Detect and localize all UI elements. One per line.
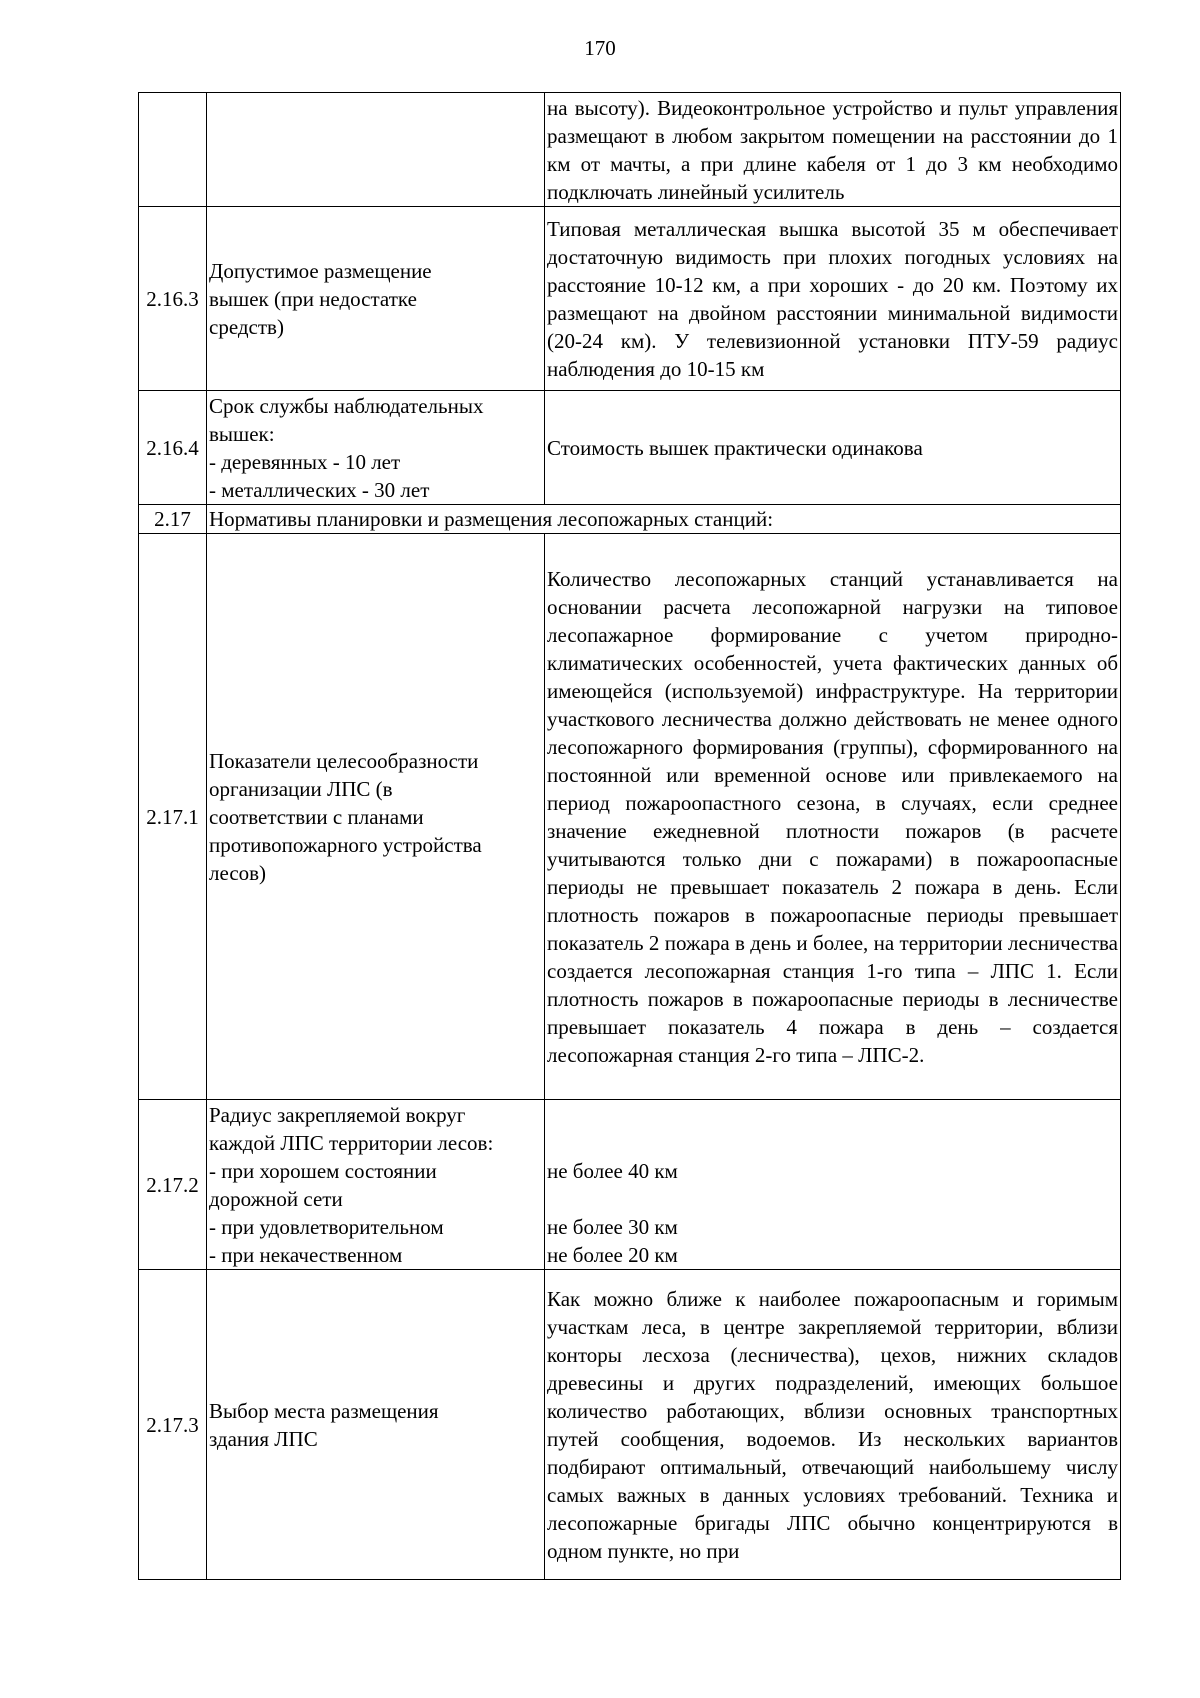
- row-description: на высоту). Видеоконтрольное устройство и пульт управления размещают в любом закрытом помещении на расстоянии до 1 км от мачты, а при длине кабеля от 1 до 3 км необходимо подключать линейный усилитель: [545, 93, 1121, 207]
- row-description: Стоимость вышек практически одинакова: [545, 391, 1121, 505]
- desc-line: [547, 1101, 1118, 1129]
- title-line: - при хорошем состоянии: [209, 1158, 437, 1183]
- row-number: 2.17.2: [139, 1100, 207, 1270]
- section-header-row: [139, 505, 1121, 534]
- title-line: здания ЛПС: [209, 1426, 318, 1451]
- row-title: [207, 93, 545, 207]
- title-line: Показатели целесообразности: [209, 748, 479, 773]
- row-number: 2.16.4: [139, 391, 207, 505]
- row-title: [207, 534, 545, 1100]
- row-title: [207, 207, 545, 391]
- table-row: [139, 207, 1121, 391]
- page-number: 170: [584, 36, 616, 60]
- title-line: лесов): [209, 860, 267, 885]
- desc-line: не более 20 км: [547, 1242, 678, 1267]
- title-line: - деревянных - 10 лет: [209, 449, 401, 474]
- row-title: [207, 1270, 545, 1580]
- title-line: каждой ЛПС территории лесов:: [209, 1130, 494, 1155]
- title-line: вышек (при недостатке: [209, 286, 417, 311]
- title-line: Радиус закрепляемой вокруг: [209, 1102, 466, 1127]
- title-line: - при удовлетворительном: [209, 1214, 444, 1239]
- row-description: Как можно ближе к наиболее пожароопасным и горимым участкам леса, в центре закрепляемой территории, вблизи конторы лесхоза (лесничества), цехов, нижних складов древесины и других подразделений, имеющих большое количество работающих, вблизи основных транспортных путей сообщения, водоемов. Из нескольких вариантов подбирают оптимальный, отвечающий наибольшему числу самых важных в данных условиях требований. Техника и лесопожарные бригады ЛПС обычно концентрируются в одном пункте, но при: [545, 1270, 1121, 1580]
- desc-line: не более 30 км: [547, 1214, 678, 1239]
- title-line: средств): [209, 314, 284, 339]
- row-title: [207, 1100, 545, 1270]
- title-line: противопожарного устройства: [209, 832, 482, 857]
- table-row: [139, 1100, 1121, 1270]
- norms-table: [138, 92, 1121, 1580]
- section-header: Нормативы планировки и размещения лесопожарных станций:: [207, 505, 1121, 534]
- title-line: организации ЛПС (в: [209, 776, 393, 801]
- row-number: 2.17: [139, 505, 207, 534]
- row-number: 2.17.1: [139, 534, 207, 1100]
- row-description: [545, 1100, 1121, 1270]
- table-row: [139, 534, 1121, 1100]
- row-description: Типовая металлическая вышка высотой 35 м обеспечивает достаточную видимость при плохих погодных условиях на расстояние 10-12 км, а при хороших - до 20 км. Поэтому их размещают на двойном расстоянии минимальной видимости (20-24 км). У телевизионной установки ПТУ-59 радиус наблюдения до 10-15 км: [545, 207, 1121, 391]
- table-row: [139, 1270, 1121, 1580]
- row-number: 2.17.3: [139, 1270, 207, 1580]
- title-line: Срок службы наблюдательных: [209, 393, 484, 418]
- title-line: дорожной сети: [209, 1186, 343, 1211]
- row-title: [207, 391, 545, 505]
- desc-line: [547, 1185, 1118, 1213]
- row-number: 2.16.3: [139, 207, 207, 391]
- desc-line: не более 40 км: [547, 1158, 678, 1183]
- row-description: Количество лесопожарных станций устанавливается на основании расчета лесопожарной нагрузки на типовое лесопажарное формирование с учетом природно-климатических особенностей, учета фактических данных об имеющейся (используемой) инфраструктуре. На территории участкового лесничества должно действовать не менее одного лесопожарного формирования (группы), сформированного на постоянной или временной основе или привлекаемого на период пожароопастного сезона, в случаях, если среднее значение ежедневной плотности пожаров (в расчете учитываются только дни с пожарами) в пожароопасные периоды не превышает показатель 2 пожара в день. Если плотность пожаров в пожароопасные периоды превышает показатель 2 пожара в день и более, на территории лесничества создается лесопожарная станция 1-го типа – ЛПС 1. Если плотность пожаров в пожароопасные периоды в лесничестве превышает показатель 4 пожара в день – создается лесопожарная станция 2-го типа – ЛПС-2.: [545, 534, 1121, 1100]
- row-number: [139, 93, 207, 207]
- title-line: - металлических - 30 лет: [209, 477, 430, 502]
- table-row: [139, 93, 1121, 207]
- title-line: Допустимое размещение: [209, 258, 432, 283]
- desc-line: [547, 1129, 1118, 1157]
- title-line: Выбор места размещения: [209, 1398, 439, 1423]
- table-row: [139, 391, 1121, 505]
- title-line: - при некачественном: [209, 1242, 403, 1267]
- title-line: соответствии с планами: [209, 804, 424, 829]
- title-line: вышек:: [209, 421, 275, 446]
